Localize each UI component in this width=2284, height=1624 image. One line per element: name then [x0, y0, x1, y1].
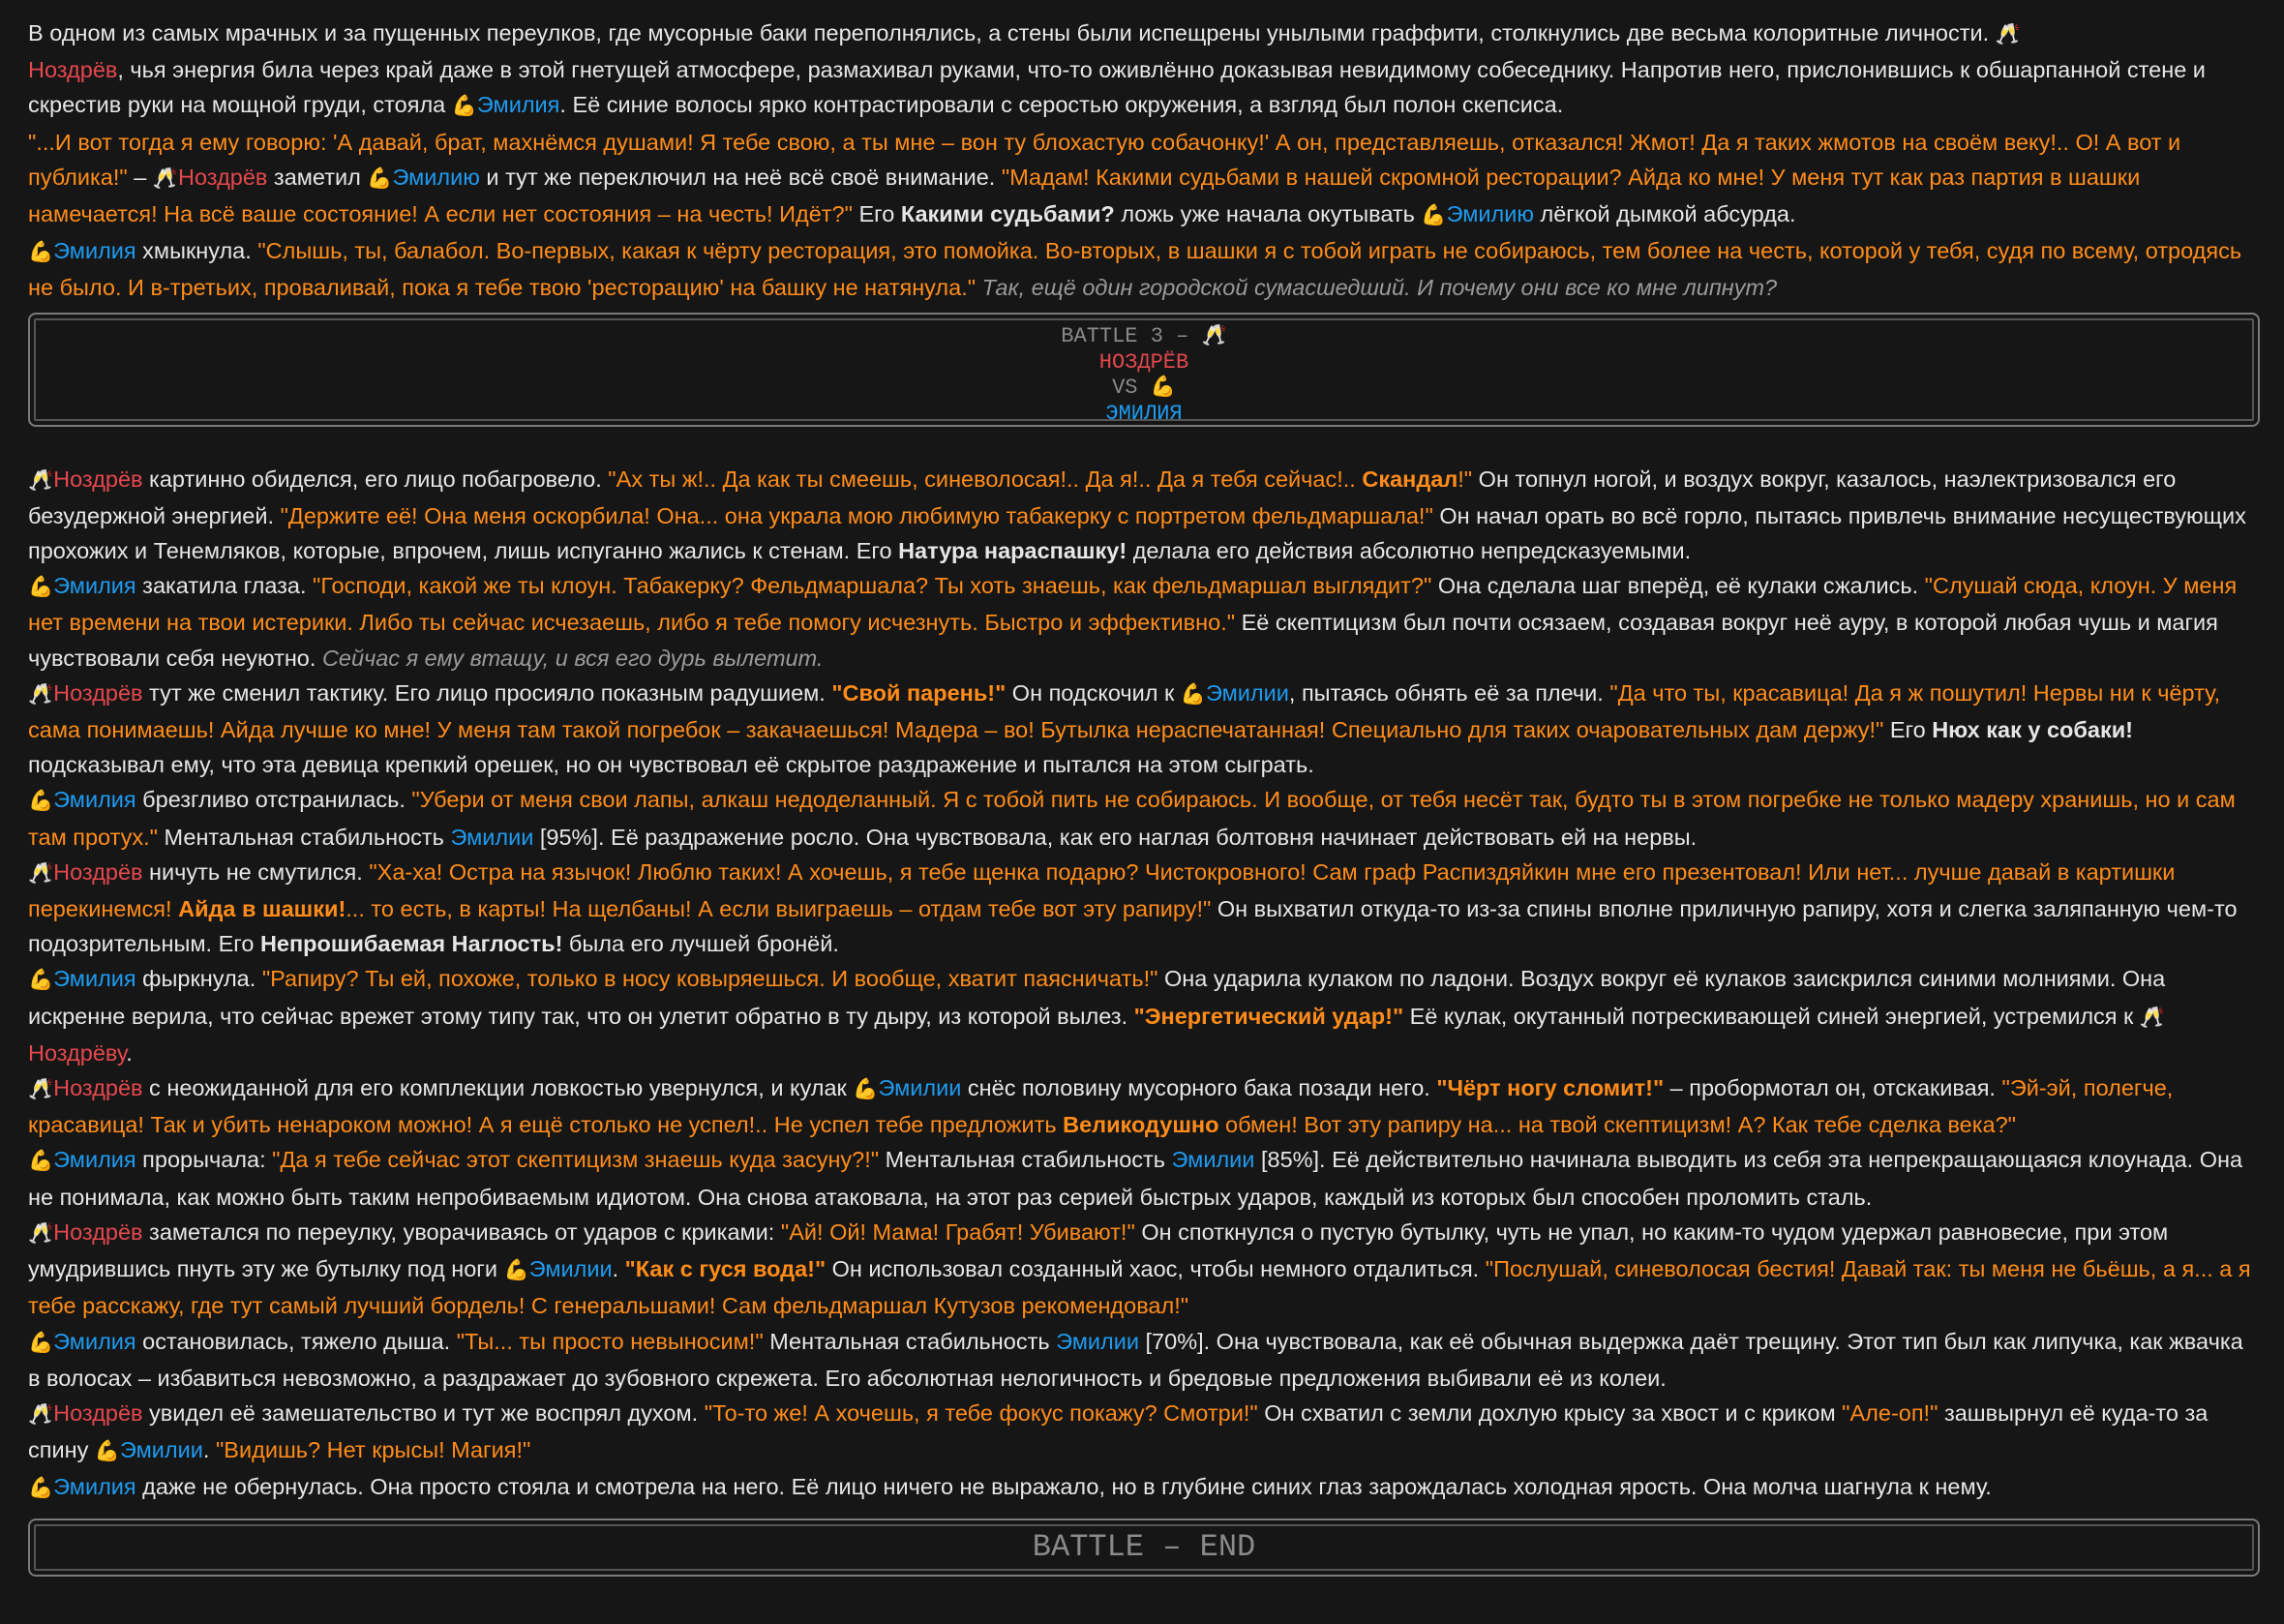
- champagne-icon: 🥂: [28, 682, 54, 706]
- champagne-icon: 🥂: [152, 166, 179, 190]
- nozdrev-name: Ноздрёв: [28, 57, 118, 83]
- battle-end-title: BATTLE – END: [1032, 1528, 1256, 1565]
- nozdrev-name: Ноздрёву: [28, 1039, 127, 1066]
- nozdrev-name: Ноздрёв: [53, 1218, 143, 1245]
- biceps-icon: 💪: [28, 241, 54, 264]
- biceps-icon: 💪: [1150, 376, 1176, 400]
- emilia-name: Эмилию: [392, 164, 480, 190]
- biceps-icon: 💪: [28, 1150, 54, 1173]
- biceps-icon: 💪: [28, 969, 54, 992]
- nozdrev-name: Ноздрёв: [53, 466, 143, 492]
- champagne-icon: 🥂: [2139, 1006, 2166, 1029]
- biceps-icon: 💪: [503, 1259, 529, 1282]
- nozdrev-name: Ноздрёв: [53, 1075, 143, 1101]
- nozdrev-name: Ноздрёв: [53, 858, 143, 885]
- biceps-icon: 💪: [28, 1331, 54, 1354]
- biceps-icon: 💪: [28, 790, 54, 813]
- biceps-icon: 💪: [1421, 204, 1447, 227]
- emilia-name: Эмилии: [528, 1256, 613, 1282]
- biceps-icon: 💪: [853, 1078, 879, 1101]
- nozdrev-name: Ноздрёв: [53, 679, 143, 706]
- battle-banner: [28, 313, 2260, 427]
- champagne-icon: 🥂: [28, 1221, 54, 1245]
- emilia-name: Эмилии: [1056, 1328, 1139, 1354]
- emilia-name: Эмилия: [476, 92, 560, 118]
- champagne-icon: 🥂: [1201, 325, 1227, 348]
- emilia-name: Эмилии: [450, 824, 534, 850]
- emilia-name: Эмилии: [120, 1437, 203, 1463]
- story-paragraph: В одном из самых мрачных и за пущенных переулков, где мусорные баки переполнялись, а стены были испещрены унылыми граффити, столкнулись две весьма колоритные личности. 🥂 Ноздрёв, чья энергия била через край даже в этой гнетущей атмосфере, размахивал руками, что-то оживлённо доказывая невидимому собеседнику. Напротив него, прислонившись к обшарпанной стене и скрестив руки на мощной груди, стояла 💪Эмилия. Её синие волосы ярко контрастировали с серостью окружения, а взгляд был полон скепсиса. "...И вот тогда я ему говорю: 'А давай, брат, махнёмся душами! Я тебе свою, а ты мне – вон ту блохастую собачонку!' А он, представляешь, отказался! Жмот! Да я таких жмотов на своём веку!.. О! А вот и публика!" – 🥂Ноздрёв заметил 💪Эмилию и тут же переключил на неё всё своё внимание. "Мадам! Какими судьбами в нашей скромной ресторации? Айда ко мне! У меня тут как раз партия в шашки намечается! На всё ваше состояние! А если нет состояния – на честь! Идёт?" Его Какими судьбами? ложь уже начала окутывать 💪Эмилию лёгкой дымкой абсурда. 💪Эмилия хмыкнула. "Слышь, ты, балабол. Во-первых, какая к чёрту ресторация, это помойка. Во-вторых, в шашки я с тобой играть не собираюсь, тем более на честь, которой у тебя, судя по всему, отродясь не было. И в-третьих, проваливай, пока я тебе твою 'ресторацию' на башку не натянула." Так, ещё один городской сумасшедший. И почему они все ко мне липнут?: [28, 20, 2242, 301]
- champagne-icon: 🥂: [28, 1078, 54, 1101]
- battle-end-banner: [28, 1519, 2260, 1577]
- champagne-icon: 🥂: [28, 861, 54, 885]
- nozdrev-name: Ноздрёв: [53, 1399, 143, 1426]
- emilia-name: Эмилия: [53, 787, 136, 813]
- emilia-name: Эмилии: [1206, 679, 1289, 706]
- biceps-icon: 💪: [451, 95, 477, 118]
- biceps-icon: 💪: [1180, 682, 1206, 706]
- biceps-icon: 💪: [28, 1477, 54, 1500]
- emilia-name: Эмилия: [53, 1474, 136, 1500]
- emilia-name: Эмилии: [1171, 1147, 1255, 1173]
- champagne-icon: 🥂: [1995, 23, 2021, 45]
- story-paragraph: 🥂Ноздрёв картинно обиделся, его лицо побагровело. "Ах ты ж!.. Да как ты смеешь, синеволосая!.. Да я!.. Да я тебя сейчас!.. Скандал!" Он топнул ногой, и воздух вокруг, казалось, наэлектризовался его безудержной энергией. "Держите её! Она меня оскорбила! Она... она украла мою любимую табакерку с портретом фельдмаршала!" Он начал орать во всё горло, пытаясь привлечь внимание несуществующих прохожих и Тенемляков, которые, впрочем, лишь испуганно жались к стенам. Его Натура нараспашку! делала его действия абсолютно непредсказуемыми. 💪Эмилия закатила глаза. "Господи, какой же ты клоун. Табакерку? Фельдмаршала? Ты хоть знаешь, как фельдмаршал выглядит?" Она сделала шаг вперёд, её кулаки сжались. "Слушай сюда, клоун. У меня нет времени на твои истерики. Либо ты сейчас исчезаешь, либо я тебе помогу исчезнуть. Быстро и эффективно." Её скептицизм был почти осязаем, создавая вокруг неё ауру, в которой любая чушь и магия чувствовали себя неуютно. Сейчас я ему втащу, и вся его дурь вылетит. 🥂Ноздрёв тут же сменил тактику. Его лицо просияло показным радушием. "Свой парень!" Он подскочил к 💪Эмилии, пытаясь обнять её за плечи. "Да что ты, красавица! Да я ж пошутил! Нервы ни к чёрту, сама понимаешь! Айда лучше ко мне! У меня там такой погребок – закачаешься! Мадера – во! Бутылка нераспечатанная! Специально для таких очаровательных дам держу!" Его Нюх как у собаки! подсказывал ему, что эта девица крепкий орешек, но он чувствовал её скрытое раздражение и пытался на этом сыграть. 💪Эмилия брезгливо отстранилась. "Убери от меня свои лапы, алкаш недоделанный. Я с тобой пить не собираюсь. И вообще, от тебя несёт так, будто ты в этом погребке не только мадеру хранишь, но и сам там протух." Ментальная стабильность Эмилии [95%]. Её раздражение росло. Она чувствовала, как его наглая болтовня начинает действовать ей на нервы. 🥂Ноздрёв ничуть не смутился. "Ха-ха! Остра на язычок! Люблю таких! А хочешь, я тебе щенка подарю? Чистокровного! Сам граф Распиздяйкин мне его презентовал! Или нет... лучше давай в картишки перекинемся! Айда в шашки!... то есть, в карты! На щелбаны! А если выиграешь – отдам тебе вот эту рапиру!" Он выхватил откуда-то из-за спины вполне приличную рапиру, хотя и слегка заляпанную чем-то подозрительным. Его Непрошибаемая Наглость! была его лучшей бронёй. 💪Эмилия фыркнула. "Рапиру? Ты ей, похоже, только в носу ковыряешься. И вообще, хватит паясничать!" Она ударила кулаком по ладони. Воздух вокруг её кулаков заискрился синими молниями. Она искренне верила, что сейчас врежет этому типу так, что он улетит обратно в ту дыру, из которой вылез. "Энергетический удар!" Её кулак, окутанный потрескивающей синей энергией, устремился к 🥂Ноздрёву. 🥂Ноздрёв с неожиданной для его комплекции ловкостью увернулся, и кулак 💪Эмилии снёс половину мусорного бака позади него. "Чёрт ногу сломит!" – пробормотал он, отскакивая. "Эй-эй, полегче, красавица! Так и убить ненароком можно! А я ещё столько не успел!.. Не успел тебе предложить Великодушно обмен! Вот эту рапиру на... на твой скептицизм! А? Как тебе сделка века?" 💪Эмилия прорычала: "Да я тебе сейчас этот скептицизм знаешь куда засуну?!" Ментальная стабильность Эмилии [85%]. Её действительно начинала выводить из себя эта непрекращающаяся клоунада. Она не понимала, как можно быть таким непробиваемым идиотом. Она снова атаковала, на этот раз серией быстрых ударов, каждый из которых был способен проломить сталь. 🥂Ноздрёв заметался по переулку, уворачиваясь от ударов с криками: "Ай! Ой! Мама! Грабят! Убивают!" Он споткнулся о пустую бутылку, чуть не упал, но каким-то чудом удержал равновесие, при этом умудрившись пнуть эту же бутылку под ноги 💪Эмилии. "Как с гуся вода!" Он использовал созданный хаос, чтобы немного отдалиться. "Послушай, синеволосая бестия! Давай так: ты меня не бьёшь, а я... а я тебе расскажу, где тут самый лучший бордель! С генеральшами! Сам фельдмаршал Кутузов рекомендовал!" 💪Эмилия остановилась, тяжело дыша. "Ты... ты просто невыносим!" Ментальная стабильность Эмилии [70%]. Она чувствовала, как её обычная выдержка даёт трещину. Этот тип был как липучка, как жвачка в волосах – избавиться невозможно, а раздражает до зубовного скрежета. Его абсолютная нелогичность и бредовые предложения выбивали её из колеи. 🥂Ноздрёв увидел её замешательство и тут же воспрял духом. "То-то же! А хочешь, я тебе фокус покажу? Смотри!" Он схватил с земли дохлую крысу за хвост и с криком "Але-оп!" зашвырнул её куда-то за спину 💪Эмилии. "Видишь? Нет крысы! Магия!" 💪Эмилия даже не обернулась. Она просто стояла и смотрела на него. Её лицо ничего не выражало, но в глубине синих глаз зарождалась холодная ярость. Она молча шагнула к нему.: [28, 466, 2251, 1500]
- champagne-icon: 🥂: [28, 1402, 54, 1426]
- emilia-name: Эмилия: [53, 1328, 136, 1354]
- emilia-name: Эмилии: [878, 1075, 962, 1101]
- biceps-icon: 💪: [367, 166, 393, 190]
- battle-vs: VS: [1112, 375, 1138, 400]
- biceps-icon: 💪: [28, 576, 54, 599]
- emilia-name: Эмилия: [53, 573, 136, 599]
- emilia-name: Эмилию: [1446, 201, 1534, 227]
- nozdrev-name: Ноздрёв: [178, 164, 268, 190]
- battle-title: BATTLE 3 –: [1061, 323, 1189, 348]
- champagne-icon: 🥂: [28, 468, 54, 492]
- battle-fighter-2: ЭМИЛИЯ: [1105, 401, 1183, 426]
- emilia-name: Эмилия: [53, 1147, 136, 1173]
- chat-log: [28, 15, 2260, 1577]
- emilia-name: Эмилия: [53, 966, 136, 992]
- battle-fighter-1: НОЗДРЁВ: [1098, 349, 1189, 375]
- biceps-icon: 💪: [94, 1440, 121, 1463]
- emilia-name: Эмилия: [53, 238, 136, 264]
